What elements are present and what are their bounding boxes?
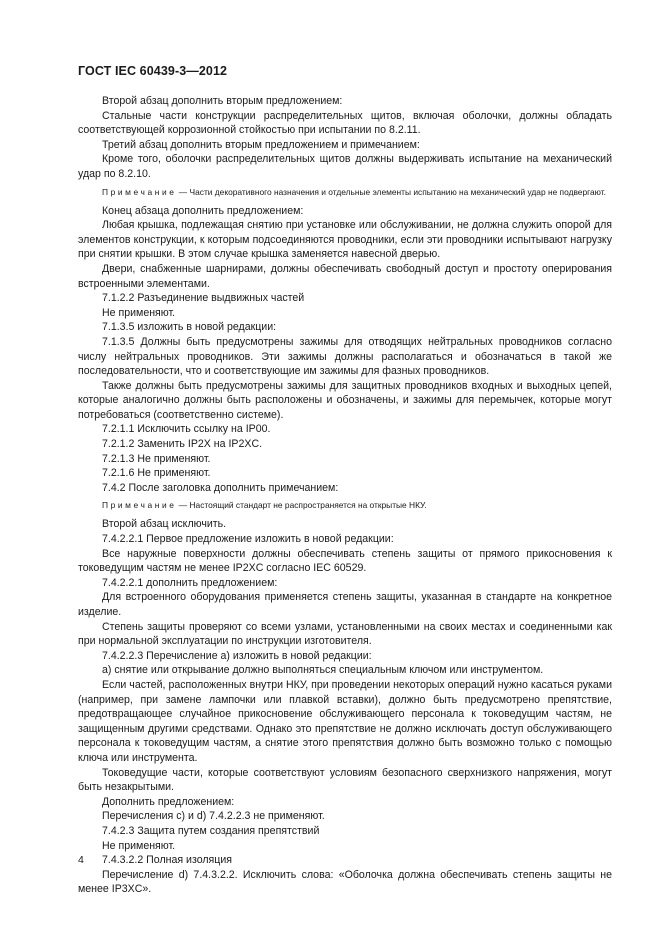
note <box>78 499 612 512</box>
clause-heading: 7.1.3.5 изложить в новой редакции: <box>102 321 277 334</box>
paragraph: 7.1.3.5 Должны быть предусмотрены зажимы для отводящих нейтральных проводников согласно числу нейтральных проводников. Эти зажимы должны располагаться и обозначаться в такой же последовательности, что и соответствующие им зажимы для фазных проводников. <box>78 335 612 378</box>
paragraph: Перечисление d) 7.4.3.2.2. Исключить слова: «Оболочка должна обеспечивать степень защиты не менее IP3XC». <box>78 868 612 896</box>
paragraph: Для встроенного оборудования применяется степень защиты, указанная в стандарте на конкретное изделие. <box>78 591 612 618</box>
paragraph: Также должны быть предусмотрены зажимы для защитных проводников входных и выходных цепей, которые аналогично должны быть расположены и обозначены, и зажимы для перемычек, которые могут потребоваться (соответственно системе). <box>78 379 612 421</box>
note <box>78 186 612 199</box>
paragraph: Не применяют. <box>102 306 176 319</box>
clause-heading: 7.1.2.2 Разъединение выдвижных частей <box>102 292 305 305</box>
paragraph: Дополнить предложением: <box>102 795 235 808</box>
paragraph: Второй абзац исключить. <box>102 518 227 531</box>
paragraph: Третий абзац дополнить вторым предложением и примечанием: <box>102 138 420 151</box>
paragraph: Не применяют. <box>102 839 176 852</box>
document-body <box>78 94 612 897</box>
paragraph: Кроме того, оболочки распределительных щитов должны выдерживать испытание на механический удар по 8.2.10. <box>78 153 612 180</box>
clause-heading: 7.2.1.2 Заменить IP2X на IP2XC. <box>102 438 263 451</box>
note-text: — Настоящий стандарт не распространяется на открытые НКУ. <box>176 500 427 511</box>
document-header: ГОСТ IEC 60439-3—2012 <box>78 64 228 78</box>
clause-heading: 7.4.2.3 Защита путем создания препятствий <box>102 824 320 837</box>
paragraph: Если частей, расположенных внутри НКУ, при проведении некоторых операций нужно касаться руками (например, при замене лампочки или плавкой вставки), должно быть предусмотрено препятствие, предотвращающее случайное прикосновение обслуживающего персонала к токоведущим частям, не защищенным другими средствами. Однако это препятствие не должно исключать доступ обслуживающего персонала к токоведущим частям, а снятие этого препятствия должно быть возможно только с помощью ключа или инструмента. <box>78 678 612 764</box>
paragraph: Двери, снабженные шарнирами, должны обеспечивать свободный доступ и простоту оперирования встроенными элементами. <box>78 262 612 290</box>
note-text: — Части декоративного назначения и отдельные элементы испытанию на механический удар не подвергают. <box>176 186 606 197</box>
paragraph: Токоведущие части, которые соответствуют условиям безопасного сверхнизкого напряжения, могут быть незакрытыми. <box>78 766 612 794</box>
clause-heading: 7.2.1.6 Не применяют. <box>102 467 211 480</box>
clause-heading: 7.4.2.2.1 дополнить предложением: <box>102 576 278 589</box>
clause-heading: 7.4.2.2.3 Перечисление а) изложить в новой редакции: <box>102 649 372 662</box>
paragraph: Все наружные поверхности должны обеспечивать степень защиты от прямого прикосновения к токоведущим частям не менее IP2XC согласно IEC 60529. <box>78 547 612 575</box>
paragraph: Второй абзац дополнить вторым предложением: <box>102 95 343 107</box>
note-label: Примечание <box>102 186 177 197</box>
clause-heading: 7.4.3.2.2 Полная изоляция <box>102 854 233 867</box>
note-label: Примечание <box>102 500 177 511</box>
page-number: 4 <box>78 854 84 866</box>
paragraph: Перечисления с) и d) 7.4.2.2.3 не применяют. <box>102 810 325 823</box>
paragraph: Степень защиты проверяют со всеми узлами, установленными на своих местах и соединенными как при нормальной эксплуатации по инструкции изготовителя. <box>78 620 612 648</box>
clause-heading: 7.4.2.2.1 Первое предложение изложить в новой редакции: <box>102 533 394 546</box>
paragraph: Любая крышка, подлежащая снятию при установке или обслуживании, не должна служить опорой для элементов конструкции, к которым подсоединяются проводники, если эти проводники испытывают нагрузку при снятии крышки. В этом случае крышка заменяется навесной дверью. <box>78 219 612 261</box>
clause-heading: 7.2.1.3 Не применяют. <box>102 452 211 465</box>
clause-heading: 7.2.1.1 Исключить ссылку на IP00. <box>102 423 271 436</box>
list-item: а) снятие или открывание должно выполняться специальным ключом или инструментом. <box>102 664 544 677</box>
paragraph: Стальные части конструкции распределительных щитов, включая оболочки, должны обладать соответствующей коррозионной стойкостью при испытании по 8.2.11. <box>78 109 612 137</box>
paragraph: Конец абзаца дополнить предложением: <box>102 204 304 217</box>
clause-heading: 7.4.2 После заголовка дополнить примечанием: <box>102 481 339 494</box>
